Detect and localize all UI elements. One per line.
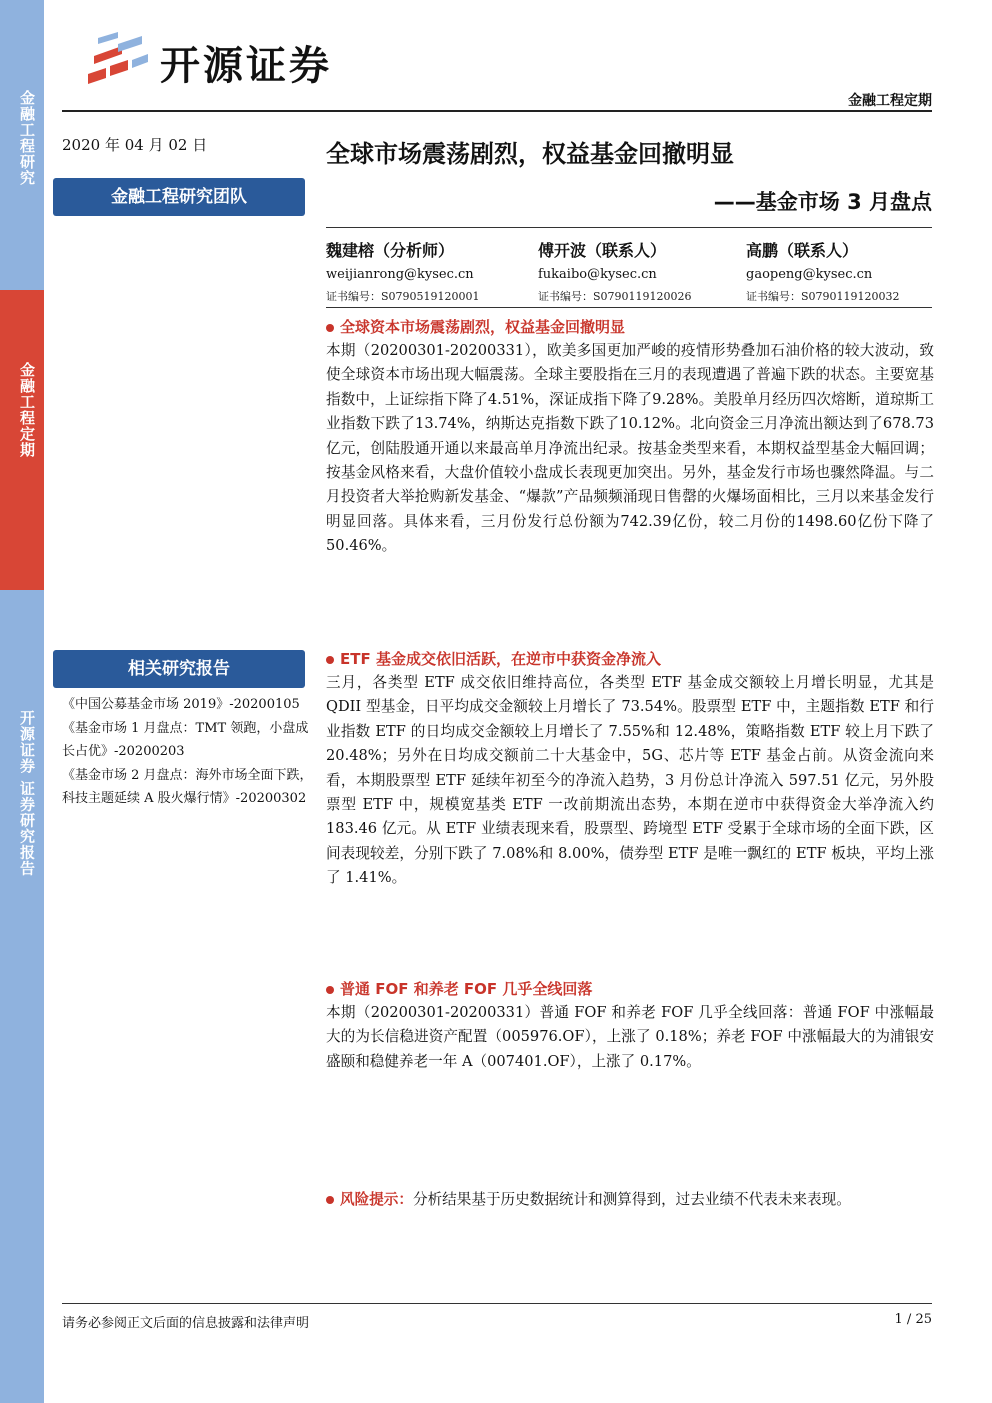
bullet-icon xyxy=(326,324,334,332)
risk-text: 分析结果基于历史数据统计和测算得到，过去业绩不代表未来表现。 xyxy=(412,1191,851,1208)
author-3 xyxy=(746,238,946,304)
related-item[interactable]: 《基金市场 1 月盘点：TMT 领跑，小盘成长占优》-20200203 xyxy=(62,720,309,760)
footer-disclaimer: 请务必参阅正文后面的信息披露和法律声明 xyxy=(62,1316,310,1331)
author-divider-bottom xyxy=(326,307,932,308)
risk-note xyxy=(326,1186,934,1212)
author-1 xyxy=(326,238,526,304)
author-name: 高鹏（联系人） xyxy=(746,241,859,260)
author-email[interactable]: fukaibo@kysec.cn xyxy=(538,267,657,282)
section-title: 普通 FOF 和养老 FOF 几乎全线回落 xyxy=(326,978,934,999)
risk-label: 风险提示： xyxy=(340,1191,413,1208)
author-cert: 证书编号：S0790119120032 xyxy=(746,290,900,303)
logo-text: 开源证券 xyxy=(160,43,332,89)
author-email[interactable]: gaopeng@kysec.cn xyxy=(746,267,873,282)
related-item[interactable]: 《中国公募基金市场 2019》-20200105 xyxy=(62,697,300,712)
section-body: 本期（20200301-20200331）普通 FOF 和养老 FOF 几乎全线回落：普通 FOF 中涨幅最大的为长信稳进资产配置（005976.OF），上涨了 0.18%；养老 FOF 中涨幅最大的为浦银安盛颐和稳健养老一年 A（007401.OF），上涨了 0.17%。 xyxy=(326,1004,934,1070)
section-global-market xyxy=(326,316,934,559)
header-divider xyxy=(62,110,932,112)
section-fof xyxy=(326,978,934,1074)
author-cert: 证书编号：S0790519120001 xyxy=(326,290,480,303)
author-email[interactable]: weijianrong@kysec.cn xyxy=(326,267,474,282)
related-research-box: 相关研究报告 xyxy=(53,650,305,688)
sidebar-label-mid: 金融工程定期 xyxy=(18,362,36,458)
bullet-icon xyxy=(326,986,334,994)
author-name: 魏建榕（分析师） xyxy=(326,241,455,260)
page-subtitle: ——基金市场 3 月盘点 xyxy=(713,190,932,214)
section-body: 本期（20200301-20200331），欧美多国更加严峻的疫情形势叠加石油价格的较大波动，致使全球资本市场出现大幅震荡。全球主要股指在三月的表现遭遇了普遍下跌的状态。主要宽基指数中，上证综指下降了4.51%，深证成指下降了9.28%。美股单月经历四次熔断，道琼斯工业指数下跌了13.74%，纳斯达克指数下跌了10.12%。北向资金三月净流出额达到了678.73亿元，创陆股通开通以来最高单月净流出纪录。按基金类型来看，本期权益型基金大幅回调；按基金风格来看，大盘价值较小盘成长表现更加突出。另外，基金发行市场也骤然降温。与二月投资者大举抢购新发基金、“爆款”产品频频涌现日售罄的火爆场面相比，三月以来基金发行明显回落。具体来看，三月份发行总份额为742.39亿份，较二月份的1498.60亿份下降了50.46%。 xyxy=(326,342,934,555)
author-2 xyxy=(538,238,738,304)
team-box: 金融工程研究团队 xyxy=(53,178,305,216)
author-name: 傅开波（联系人） xyxy=(538,241,667,260)
header-tag: 金融工程定期 xyxy=(848,93,932,109)
author-cert: 证书编号：S0790119120026 xyxy=(538,290,692,303)
section-body: 三月，各类型 ETF 成交依旧维持高位，各类型 ETF 基金成交额较上月增长明显，尤其是 QDII 型基金，日平均成交金额较上月增长了 73.54%。股票型 ETF 中，主题指数 ETF 和行业指数 ETF 的日均成交金额较上月增长了 7.55%和 12.48%，策略指数 ETF 较上月下跌了 20.48%；另外在日均成交额前二十大基金中，5G、芯片等 ETF 基金占前。从资金流向来看，本期股票型 ETF 延续年初至今的净流入趋势，3 月份总计净流入 597.51 亿元，另外股票型 ETF 中，规模宽基类 ETF 一改前期流出态势，本期在逆市中获得资金大举净流入约 183.46 亿元。从 ETF 业绩表现来看，股票型、跨境型 ETF 受累于全球市场的全面下跌，区间表现较差，分别下跌了 7.08%和 8.00%，债券型 ETF 是唯一飘红的 ETF 板块，平均上涨了 1.41%。 xyxy=(326,674,934,887)
related-research-list xyxy=(62,693,314,811)
report-date: 2020 年 04 月 02 日 xyxy=(62,136,208,154)
author-divider-top xyxy=(326,227,932,228)
section-title: 全球资本市场震荡剧烈，权益基金回撤明显 xyxy=(326,316,934,337)
bullet-icon xyxy=(326,656,334,664)
section-title: ETF 基金成交依旧活跃，在逆市中获资金净流入 xyxy=(326,648,934,669)
bullet-icon xyxy=(326,1196,334,1204)
related-item[interactable]: 《基金市场 2 月盘点：海外市场全面下跌，科技主题延续 A 股火爆行情》-20200302 xyxy=(62,767,313,807)
sidebar xyxy=(0,0,44,1403)
sidebar-label-top: 金融工程研究 xyxy=(18,90,36,186)
sidebar-label-bottom: 开源证券 证券研究报告 xyxy=(18,710,36,877)
section-etf xyxy=(326,648,934,891)
footer-divider xyxy=(62,1303,932,1304)
page-number: 1 / 25 xyxy=(894,1312,932,1327)
page-title: 全球市场震荡剧烈，权益基金回撤明显 xyxy=(326,140,734,168)
